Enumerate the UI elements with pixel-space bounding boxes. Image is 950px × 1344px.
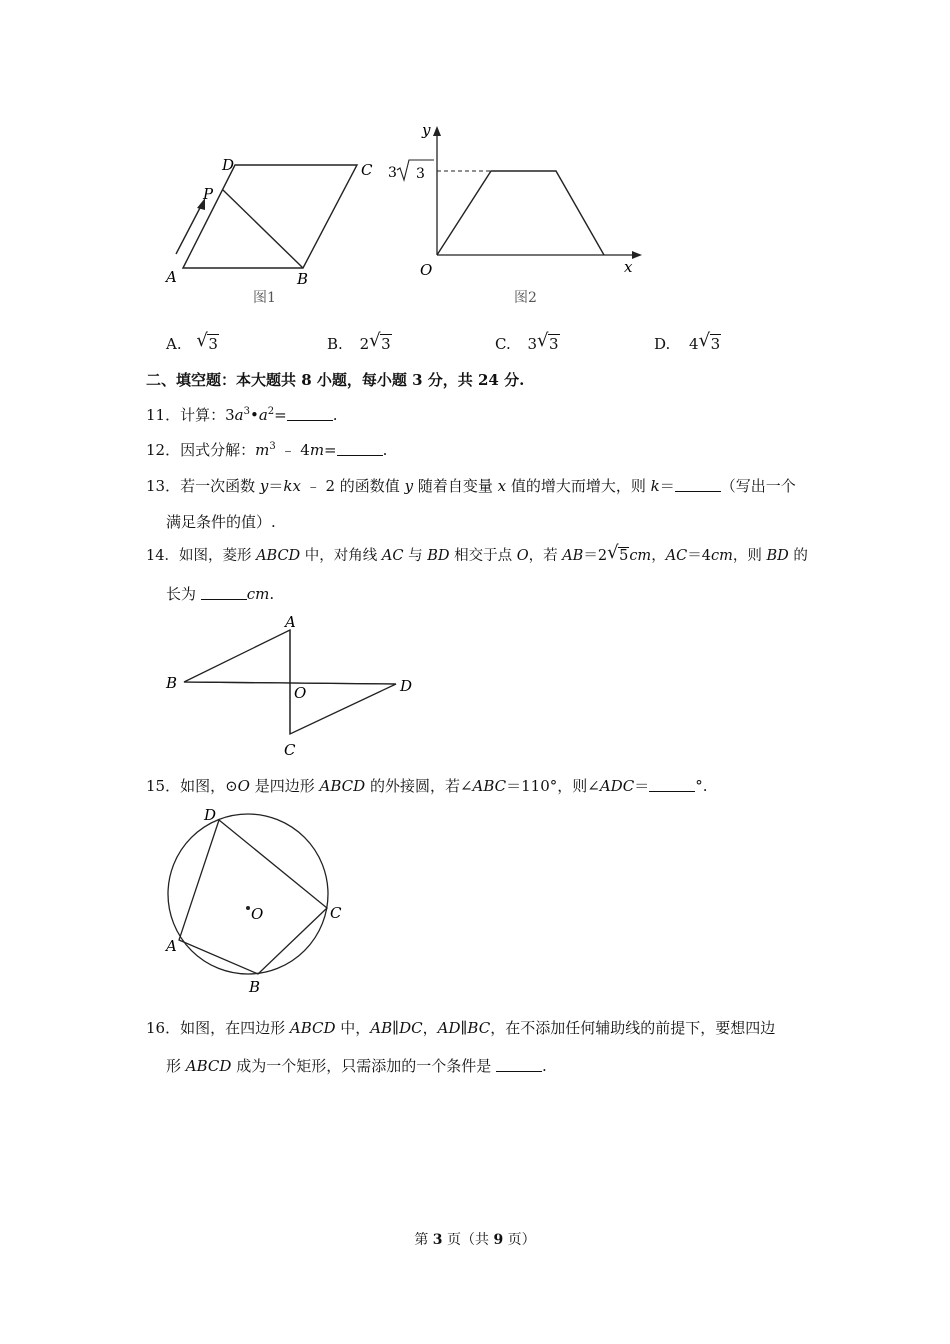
option-letter: B.: [327, 335, 343, 353]
fig14-label-d: D: [400, 677, 413, 695]
figure-2-graph: [380, 118, 650, 318]
fig14-label-a: A: [285, 613, 296, 631]
q10-option-c: [495, 330, 560, 354]
option-letter: C.: [495, 335, 511, 353]
x-axis-arrow-icon: [632, 251, 642, 259]
page-number: 3: [432, 1232, 443, 1248]
question-14: 14．如图，菱形 ABCD 中，对角线 AC 与 BD 相交于点 O，若 AB＝2 √ 5cm，AC＝4cm，则 BD 的: [146, 542, 808, 564]
answer-blank[interactable]: [201, 585, 247, 600]
option-letter: A.: [166, 335, 182, 353]
answer-blank[interactable]: [287, 406, 333, 421]
center-dot: [246, 906, 250, 910]
question-16: 16．如图，在四边形 ABCD 中，AB∥DC，AD∥BC，在不添加任何辅助线的前提下，要想四边: [146, 1019, 776, 1037]
fig1-label-b: B: [297, 270, 309, 288]
question-13-line2: 满足条件的值）.: [166, 513, 276, 531]
q10-option-d: [654, 330, 721, 354]
question-14-line2: 长为 cm.: [166, 585, 275, 603]
fig2-label-x: x: [624, 258, 633, 276]
fig1-label-p: P: [203, 185, 214, 203]
question-12: 12．因式分解：$m^3$ ﹣ 4m= .: [146, 441, 388, 459]
fig1-label-a: A: [166, 268, 177, 286]
fig1-caption: 图1: [253, 290, 276, 306]
fig2-ytick-rad: 3: [416, 166, 425, 182]
page-total: 9: [493, 1232, 504, 1248]
question-11: 11．计算：$3a^3•a^2=$ .: [146, 406, 338, 424]
figure-15-circle: [155, 800, 355, 1000]
answer-blank[interactable]: [496, 1057, 542, 1072]
fig14-label-o: O: [294, 684, 307, 702]
fig2-ytick-coef: 3: [388, 165, 397, 181]
answer-blank[interactable]: [337, 441, 383, 456]
fig2-caption: 图2: [514, 290, 537, 306]
option-value: √ 3: [537, 330, 559, 353]
question-15: 15．如图，⊙O 是四边形 ABCD 的外接圆，若∠ABC＝110°，则∠ADC＝ °.: [146, 777, 708, 795]
option-letter: D.: [654, 335, 671, 353]
section-2-title: 二、填空题：本大题共 8 小题，每小题 3 分，共 24 分.: [146, 371, 525, 389]
fig2-label-y: y: [422, 121, 431, 139]
option-coef: 3: [527, 335, 538, 353]
option-coef: 4: [689, 335, 699, 353]
answer-blank[interactable]: [675, 477, 721, 492]
answer-blank[interactable]: [649, 777, 695, 792]
q10-option-b: [327, 330, 392, 354]
question-16-line2: 形 ABCD 成为一个矩形，只需添加的一个条件是 .: [166, 1057, 547, 1075]
fig14-label-b: B: [166, 674, 178, 692]
fig15-label-d: D: [204, 806, 217, 824]
fig1-label-c: C: [361, 161, 373, 179]
fig2-label-o: O: [420, 261, 433, 279]
figure-1-parallelogram: [150, 148, 390, 313]
option-value: √ 3: [698, 330, 721, 353]
fig15-label-a: A: [166, 937, 177, 955]
option-value: √ 3: [196, 330, 218, 353]
option-coef: 2: [359, 335, 370, 353]
option-value: √ 3: [369, 330, 391, 353]
fig15-label-o: O: [251, 905, 264, 923]
fig1-label-d: D: [222, 156, 235, 174]
fig14-label-c: C: [284, 741, 296, 759]
q10-option-a: [166, 330, 219, 354]
page-footer: 第 3 页（共 9 页）: [414, 1232, 536, 1248]
fig15-label-c: C: [330, 904, 342, 922]
figure-14-rhombus: [160, 612, 420, 762]
y-axis-arrow-icon: [433, 126, 441, 136]
question-13: 13．若一次函数 y＝kx ﹣ 2 的函数值 y 随着自变量 x 值的增大而增大，则 k＝ （写出一个: [146, 477, 796, 495]
fig15-label-b: B: [249, 978, 261, 996]
